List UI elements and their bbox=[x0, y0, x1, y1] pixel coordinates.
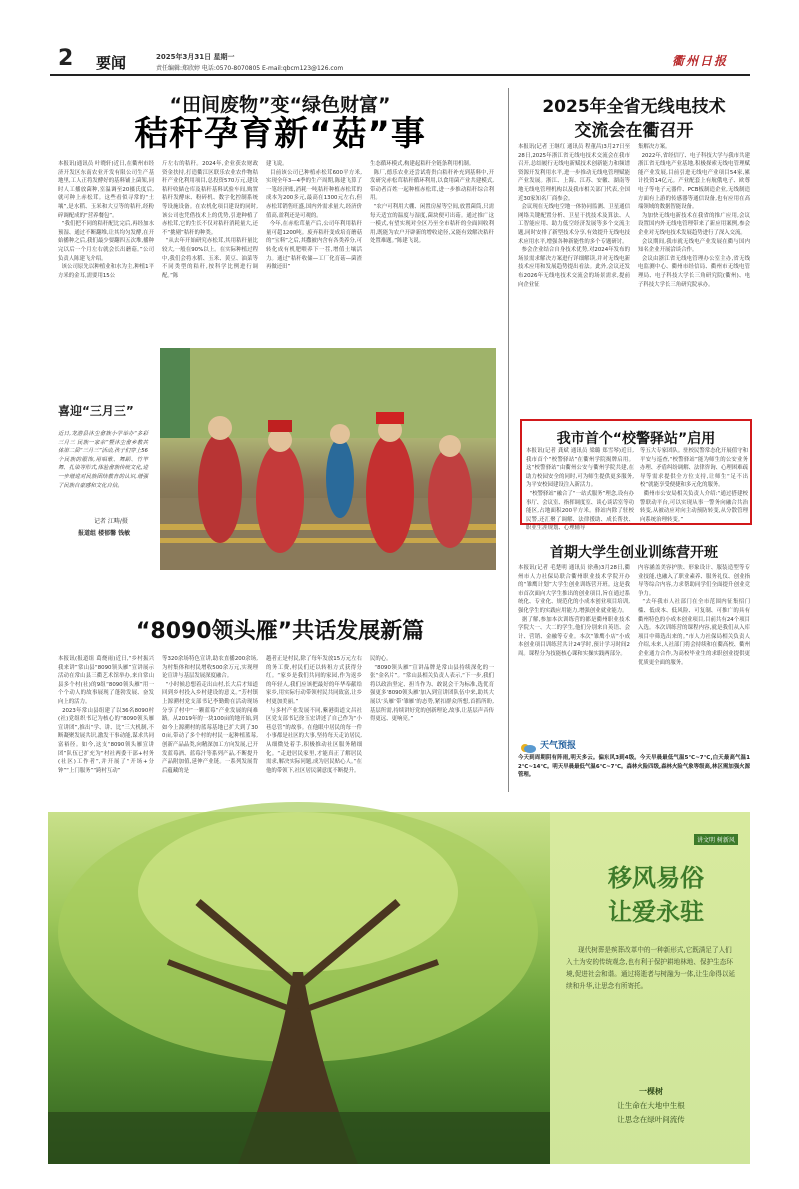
article2-col-1: 本报讯(报道组 葛烧雨)近日,“乡村振兴我来讲”常山县“8090领头雁”宣讲展示活动在常山县三衢艺术馆举办,来自常山县多个村(社)的9组“8090领头雁”用一个个动人的故事展现了蓬勃发展、奋发向上的活力。 2023年常山县组建了以36名8090村(社)党组织书记为核心的“8090领头雁宣讲团”,推出“学、讲、比”三大机制,不断凝聚发展共识,激发干事动能,谋求共同富裕径。如今,这支“8090领头雁宣讲团”队伍已扩充为“村社两委干部+村务(社区)工作者”,并开展了“开场+分钟”“上门服务”“跨村互动” bbox=[58, 656, 154, 774]
tree-image bbox=[48, 812, 550, 1164]
right1-col-1: 本报讯(记者 王继红 通讯员 程董昌)3月27日至28日,2025年浙江省无线电技术交流会在我市召开,总结履行无线电新赋技术创新能力和频谱资源开发利用水平,进一步推动无线电管理赋能产业发展。浙江、上海、江苏、安徽、湖南等地无线电管理机构以及我市相关部门代表,全国近30家知名厂商参会。 会议现在无线电空地一体协同监测、卫星通信网络关键配置分析、卫星干扰技术及算法、人工智能应用、助力低空经济发展等多个交流主题,同时安排了新型技术分享,有效提升无线电技术应用水平,增强各种新能性的多个专题研讨。 参会企业结合自身技术优势,对2024年发布的场景需求解决方案进行详细解读,并对无线电新技术应用和发展趋势提出看法。此外,会议还发布2026年无线电技术交流会的场景需求,提前向企业征 bbox=[518, 144, 630, 288]
article2-headline: “8090领头雁”共话发展新篇 bbox=[135, 619, 425, 644]
weather-text: 今天到周期阴有阵雨,明天多云。偏东风3到4级。今天早晨最低气温5℃~7℃,白天最高气温12℃~14℃。明天早晨最低气温6℃~7℃。森林火险四级,森林火险气象等级高,林区需加强火源管理。 bbox=[518, 755, 750, 779]
ad-line-2: 让思念在绿叶间流传 bbox=[617, 1115, 685, 1124]
ad-tag-2: 一棵树 bbox=[639, 1087, 663, 1096]
page-number: 2 bbox=[58, 46, 74, 71]
lead-col-4: 生态循环模式,构建起秸秆全链条利用机制。 陈厂,德乐农业还尝试将贵白秸秆补充到基料中,开发研究赤松茸秸秆循环利用,以食用菌产业共建模式,带动者百姓一起种植赤松茸,进一步推动秸秆综合利用。 “农户可利用大棚、闲置房屋等空间,放置菌筒,只需每天适宜的温度与湿度,菌块便可出菇。通过推广这一模式,有望实现对全区乃至全市秸秆的全面回收利用,既能为农户开辟新的增收途径,又能有效解决秸秆处置难题。”陈建飞说。 bbox=[370, 161, 494, 245]
ad-body: 现代树葬是殡葬改革中的一种新形式,它既满足了人们入土为安的传统观念,也有利于保护耕地林地、保护生态环境,促进社会和谐。通过将逝者与树融为一体,让生命得以延续和升华,让思念有所寄托。 bbox=[566, 946, 736, 990]
right2-col-2: 等五大专家团队。驻校民警常态化开展值守和平安与巡查,“校警驿站”能为师生的公安业务办理、矛盾纠纷调解、法律咨询、心理困难疏导等需求提供全方位支持,让师生“足不出校”就能享受便捷和多元化的服务。 衢州市公安局相关负责人介绍:“通过搭建校警联动平台,可以实现从事一警务向融合共治转变,从被动应对向主动预防转变,从分散管理向系统治理转变。” bbox=[640, 448, 749, 523]
article2-col-3: 越者正是村民,除了每年发放15万元左右的务工费,村民们还以转租方式获得分红。“家乡是我们共同的家园,作为返乡的年轻人,我们应该把最好的年华奉献给家乡,用实际行动带领村民共同致富,让乡村更加美丽。” 与多村产业发展不同,紫港街道文昌社区党支部书记徐玉宏讲述了自己作为“小巷总管”的故事。在他眼中居民的每一件小事都是社区的大事,坚持每天走访居民,从细微处着手,积极推动社区服务精细化。“走进居民家里,才能真正了解居民需求,解决实际问题,成为居民贴心人。”在他的带领下,社区居民满意度不断提升。 bbox=[266, 656, 362, 774]
ad-title-1: 移风易俗 bbox=[608, 864, 704, 892]
article2-col-2: 等320余场特色宣讲,助农直播200余场,为村集体和村民增收500余万元,实现理论宣讲与基层发展深度融合。 “小时候总想着走出山村,长大后才知道回到乡村投入乡村建设的意义。”芳村镇上源溯村党支部书记李勤勤在活动现场分享了村中“一颗蓝莓”产业发展的闯难路。从2019年的一块100亩的地开始,到如今上源溯村的蓝莓基地已扩大到了300亩,带动了多个村的村民一起种植蓝莓,创新产品品类,向精深加工方向发展,已开发蓝莓酒、蓝莓汁等系列产品,不断提升产品附加值,延伸产业链。一系列发展背后蕴藏的是 bbox=[162, 656, 258, 774]
weather-icon bbox=[520, 738, 536, 748]
photo-caption-title: 喜迎“三月三” bbox=[58, 404, 134, 418]
lead-col-2: 斤左右的秸秆。2024年,企业获农财政资金扶持,打造衢江区联乐农业农作物秸秆产业化利用项目,总投资570万元,建设秸秆收储仓库及秸秆基料试验车间,购置秸秆发酵床、粉碎机、数字化控制系统等设施设备。在农机化项目建设的同时,该公司也凭借技术上的优势,引进种植了赤松茸,它的生长不仅对秸秆消耗量大,还不“挑剔”秸秆的种类。 “从去年开始研究赤松茸,其用秸秆量比较大,一般在90%以上。在实际种植过程中,我们会将水稻、玉米、黄豆、油菜等不同类型的秸秆,按科学比例进行调配。”陈 bbox=[162, 161, 258, 279]
right3-col-1: 本报讯(记者 毛楚明 通讯员 徐燕)3月28日,衢州市人力社保局联合衢州职业技术学院开办的“雏鹰计划”大学生创业训练营开班。这是我市首次面向大学生推出的创业项目,旨在通过系统化、专业化、规范化的小成本创业项目培训,强化学生的实践应用能力,增强创业就业能力。 据了解,参加本次训练营的都是衢州职业技术学院大一、大二的学生,他们分别来自英语、会计、营销、金融等专业。本次“雏鹰小店”小成本创业项目训练营共计24学时,预计学习时间2周。课程分为技能核心课和实操实践两部分。 bbox=[518, 565, 630, 657]
right1-headline-line2: 交流会在衢召开 bbox=[574, 121, 694, 141]
editor-line: 责任编辑:郑欣婷 电话:0570-8070805 E-mail:qbcm123@126.com bbox=[156, 65, 344, 72]
right2-headline: 我市首个“校警驿站”启用 bbox=[556, 431, 716, 447]
right3-headline: 首期大学生创业训练营开班 bbox=[550, 545, 718, 561]
lead-col-3: 建飞说。 目前该公司已种植赤松茸600平方米,实现全年3—4季的生产周期,陈建飞算了一笔经济账,消耗一吨秸秆种植赤松茸的成本为200多元,最高在1300元左右,但赤松茸销售旺盛,国内外需求量大,经济价值高,盈利还是可观的。 今年,在赤松茸量产后,公司年利用秸秆量可超1200吨。废弃秸秆变成培育蘑菇的“宝料”之后,其撒被内含有各类养分,可转化成有机肥喂养下一茬,增值土壤活力。通过“秸秆收储—工厂化育菇—菌渣再做还田” bbox=[266, 161, 362, 271]
paper-name-logo: 衢州日报 bbox=[672, 54, 729, 68]
tree-illustration bbox=[48, 812, 550, 1164]
weather-label: 天气预报 bbox=[540, 741, 577, 751]
lead-col-1: 本报讯(通讯员 叶晓轩)近日,在衢州市经济开发区东南农业开发有限公司生产基地里,工人正将发酵好的基料铺上菌架,同时人工播放菌种,室温调至20摄氏度后,就可种上赤松茸。这些看似寻常的“土壤”,是水稻、玉米和大豆等的秸秆,经粉碎调配成的“营养餐包”。 “我们把不同的秸秆配比完后,再经加水预湿、通过不断翻堆,让其均匀发酵,在开始播种之后,我们最少要翻四五次堆,播种完以后一个月左右就会长出蘑菇。”公司负责人陈建飞介绍。 该公司原先以种植业和水为主,种植1平方米的金耳,需要用15公 bbox=[58, 161, 154, 279]
ad-line-1: 让生命在大地中生根 bbox=[617, 1101, 685, 1110]
festival-photo-art bbox=[160, 348, 496, 570]
ad-title-2: 让爱永驻 bbox=[608, 898, 704, 926]
right2-col-1: 本报讯(记者 龚斌 通讯员 梁璐 郑雪琴)近日,我市首个“校警驿站”在衢州学院揭牌启用。这“校警驿站”由衢州公安与衢州学院共建,在助力校园安全的同时,可为师生提供更多服务,为平安校园建设注入新活力。 “校警驿站”融合了“一站式服务”理念,设有办事厅、会议室、指挥调度室、谈心谈话室等功能区,占地面积200平方米。驿站内除了驻校民警,还汇聚了调解、法律援助、成长帮扶、职业生涯规划、心理辅导 bbox=[526, 448, 634, 532]
right1-headline-line1: 2025年全省无线电技术 bbox=[542, 97, 726, 117]
festival-photo bbox=[160, 348, 496, 570]
photo-credit-2: 报道组 楼郁馨 钱敏 bbox=[78, 530, 131, 537]
photo-caption-text: 近日,龙游县沐尘畲族小学举办“多彩三月三 民族一家亲”暨沐尘畲乡教共体第二届“三月三”活动,孩子们穿上56个民族的服饰,用唱歌、舞蹈、竹竿舞、扎染等形式,体验畲族传统文化,进一步增进对民族团结教育的认识,增强了民族自豪感和文化自信。 bbox=[58, 431, 148, 489]
photo-credit: 记者 江畴/摄 bbox=[94, 518, 128, 525]
article2-col-4: 民的心。 “8090领头雁”宣讲品牌是常山县持续深化的一张“金名片”。“常山县相关负责人表示,“下一步,我们将以政治坚定、担当作为、敢说会干为标准,选优育强更多‘8090领头雁’加入到宣讲团队伍中来,助其大展以‘头雁’带‘雏雁’的态势,紧扣群众所想,首抓所盼,基层所需,持续讲好党的创新理论,故事,让基层声音传得更远、更响亮。” bbox=[370, 656, 494, 723]
section-title: 要闻 bbox=[96, 54, 127, 72]
column-divider bbox=[508, 88, 509, 792]
lead-kicker: “田间废物”变“绿色财富” bbox=[169, 94, 391, 116]
right1-col-2: 集解决方案。 2022年,省经信厅、电子科技大学与我市共建浙江省无线电产业基地,积极探索无线电管理赋能产业发展,目前引进无线电产业项目54家,累计投资14亿元。产业配套上有航俄电子、欧尊电子等电子元器件、PCB板制造企业,无线制造方面有上游的传感器等通信设备,也有应用在高端领域的数据智能设备。 为加快无线电新技术在我省的推广应用,会议设置国内外无线电管理带来了新应用案例,参会企业对无线电技术发展趋势进行了深入交流。 会议期间,我市就无线电产业发展在衢与国内知名企业开展洽谈合作。 会议由浙江省无线电管理办公室主办,省无线电监测中心、衢州市经信局、衢州市无线电管理局、电子科技大学长三角研究院(衢州)、电子科技大学长三角研究院承办。 bbox=[638, 144, 750, 288]
lead-headline: 秸秆孕育新“菇”事 bbox=[134, 114, 426, 154]
right3-col-2: 内容涵盖美容护肤、形象设计、服装造型等专业技能,也融入了职业素养、服务礼仪、创业指导等综合内容,力求帮助同学们全面提升创业竞争力。 “去年我市人社部门在全市范围内征集招门槛、低成本、低风险、可复制、可推广的具有衢州特色的小成本创业项目,目前共有24个项目入选。本次训练营的课程内容,就是我们从入库项目中筛选出来的。”市人力社保局相关负责人介绍,未来,人社部门将会持续和在衢高校、衢州企业通力合作,为高校毕业生的求职创业提供更优质更全面的服务。 bbox=[638, 565, 750, 666]
ad-tag: 讲文明 树新风 bbox=[694, 834, 738, 845]
date-line: 2025年3月31日 星期一 bbox=[156, 53, 235, 61]
header-rule bbox=[50, 74, 750, 76]
